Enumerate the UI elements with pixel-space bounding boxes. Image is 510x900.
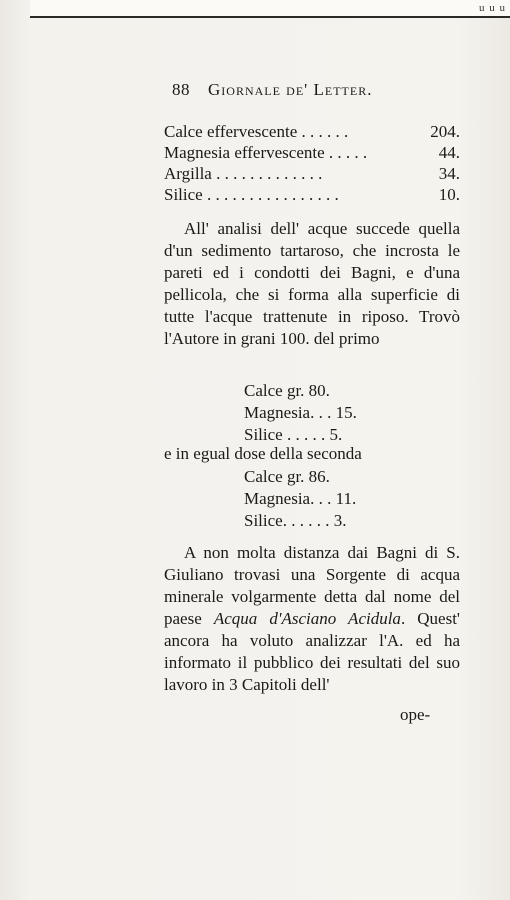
list-item-label: Argilla bbox=[164, 164, 212, 183]
composition-first bbox=[244, 380, 444, 446]
composition-row: Silice . . . . . 5. bbox=[244, 425, 343, 444]
list-item-label: Magnesia effervescente bbox=[164, 143, 325, 162]
paragraph-text-start: A non molta distanza dai Bagni di S. Giuliano trovasi una Sorgente di acqua minerale volgarmente detta dal nome del paese bbox=[164, 543, 460, 628]
page-number: 88 bbox=[172, 80, 190, 99]
edge-mark: u u u bbox=[479, 2, 506, 14]
paragraph-text-end: . Quest' ancora ha voluto analizzar l'A. ed ha informato il pubblico dei resultati del suo lavoro in 3 Capitoli dell' bbox=[164, 609, 460, 694]
list-item-value: 204. bbox=[430, 122, 460, 141]
composition-row: Silice. . . . . . 3. bbox=[244, 511, 347, 530]
transition-line: e in egual dose della seconda bbox=[164, 444, 362, 463]
list-item-value: 10. bbox=[438, 185, 460, 204]
leader-dots: . . . . . . . . . . . . . . . . bbox=[202, 185, 339, 204]
list-item-value: 44. bbox=[438, 143, 460, 162]
running-title: Giornale de' Letter. bbox=[208, 80, 373, 99]
composition-second bbox=[244, 466, 444, 532]
previous-page-edge bbox=[30, 0, 510, 18]
catchword: ope- bbox=[400, 705, 431, 724]
leader-dots: . . . . . . bbox=[297, 122, 349, 141]
list-item bbox=[164, 163, 460, 184]
paragraph-spring bbox=[164, 542, 460, 696]
list-item-label: Calce effervescente bbox=[164, 122, 298, 141]
list-item bbox=[164, 184, 460, 205]
composition-row: Magnesia. . . 11. bbox=[244, 489, 357, 508]
analysis-list bbox=[164, 121, 460, 205]
composition-row: Calce gr. 80. bbox=[244, 381, 330, 400]
paragraph-text bbox=[164, 542, 460, 696]
paragraph-text: All' analisi dell' acque succede quella d'un sedimento tartaroso, che incrosta le pareti ed i condotti dei Bagni, e d'una pellicola, che si forma alla superficie di tutte l'acque trattenute in riposo. Trovò l'Autore in grani 100. del primo bbox=[164, 219, 460, 348]
list-item bbox=[164, 121, 460, 142]
composition-row: Magnesia. . . 15. bbox=[244, 403, 357, 422]
list-item-value: 34. bbox=[438, 164, 460, 183]
paragraph-sediment bbox=[164, 218, 460, 350]
spring-name: Acqua d'Asciano Acidula bbox=[213, 609, 401, 628]
page-header bbox=[172, 80, 462, 100]
list-item bbox=[164, 142, 460, 163]
leader-dots: . . . . . . . . . . . . . bbox=[211, 164, 323, 183]
leader-dots: . . . . . bbox=[324, 143, 368, 162]
composition-row: Calce gr. 86. bbox=[244, 467, 330, 486]
list-item-label: Silice bbox=[164, 185, 203, 204]
